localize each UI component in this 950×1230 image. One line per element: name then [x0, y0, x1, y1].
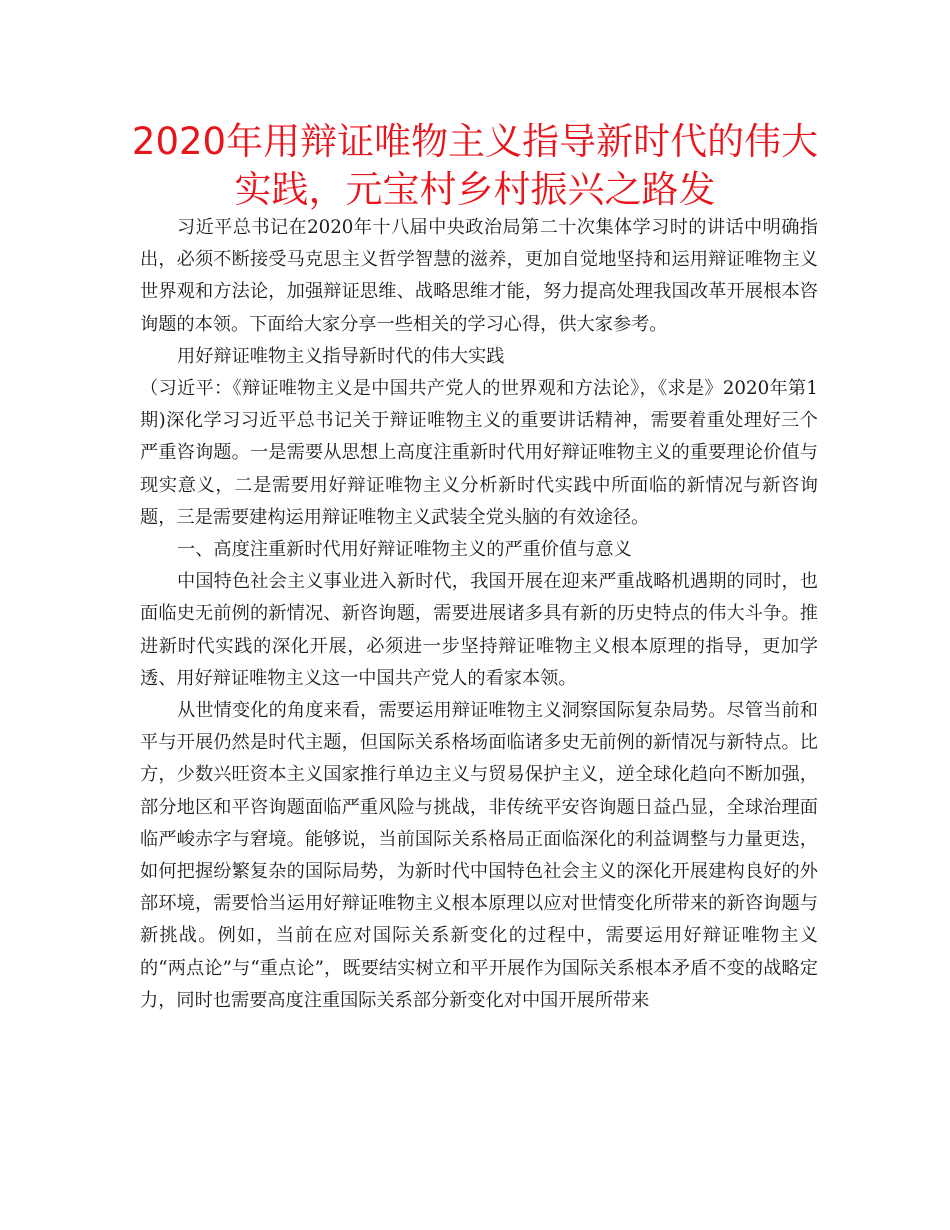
paragraph-world-situation: 从世情变化的角度来看，需要运用辩证唯物主义洞察国际复杂局势。尽管当前和平与开展仍然是时代主题，但国际关系格场面临诸多史无前例的新情况与新特点。比方，少数兴旺资本主义国家推行单边主义与贸易保护主义，逆全球化趋向不断加强，部分地区和平咨询题面临严重风险与挑战，非传统平安咨询题日益凸显，全球治理面临严峻赤字与窘境。能够说，当前国际关系格局正面临深化的利益调整与力量更迭，如何把握纷繁复杂的国际局势，为新时代中国特色社会主义的深化开展建构良好的外部环境，需要恰当运用好辩证唯物主义根本原理以应对世情变化所带来的新咨询题与新挑战。例如，当前在应对国际关系新变化的过程中，需要运用好辩证唯物主义的“两点论”与“重点论”，既要结实树立和平开展作为国际关系根本矛盾不变的战略定力，同时也需要高度注重国际关系部分新变化对中国开展所带来	[140, 700, 818, 1011]
paragraph-intro: 习近平总书记在2020年十八届中央政治局第二十次集体学习时的讲话中明确指出，必须不断接受马克思主义哲学智慧的滋养，更加自觉地坚持和运用辩证唯物主义世界观和方法论，加强辩证思维、战略思维才能，努力提高处理我国改革开展根本咨询题的本领。下面给大家分享一些相关的学习心得，供大家参考。	[140, 217, 818, 335]
section-heading-1: 一、高度注重新时代用好辩证唯物主义的严重价值与意义	[177, 539, 632, 561]
document-body	[140, 212, 818, 1017]
paragraph-subtitle: 用好辩证唯物主义指导新时代的伟大实践	[177, 345, 505, 367]
paragraph-citation: （习近平：《辩证唯物主义是中国共产党人的世界观和方法论》，《求是》2020年第1期)深化学习习近平总书记关于辩证唯物主义的重要讲话精神，需要着重处理好三个严重咨询题。一是需要从思想上高度注重新时代用好辩证唯物主义的重要理论价值与现实意义，二是需要用好辩证唯物主义分析新时代实践中所面临的新情况与新咨询题，三是需要建构运用辩证唯物主义武装全党头脑的有效途径。	[140, 378, 818, 528]
paragraph-new-era: 中国特色社会主义事业进入新时代，我国开展在迎来严重战略机遇期的同时，也面临史无前例的新情况、新咨询题，需要进展诸多具有新的历史特点的伟大斗争。推进新时代实践的深化开展，必须进一步坚持辩证唯物主义根本原理的指导，更加学透、用好辩证唯物主义这一中国共产党人的看家本领。	[140, 571, 818, 689]
document-title: 2020年用辩证唯物主义指导新时代的伟大实践，元宝村乡村振兴之路发	[131, 120, 819, 211]
